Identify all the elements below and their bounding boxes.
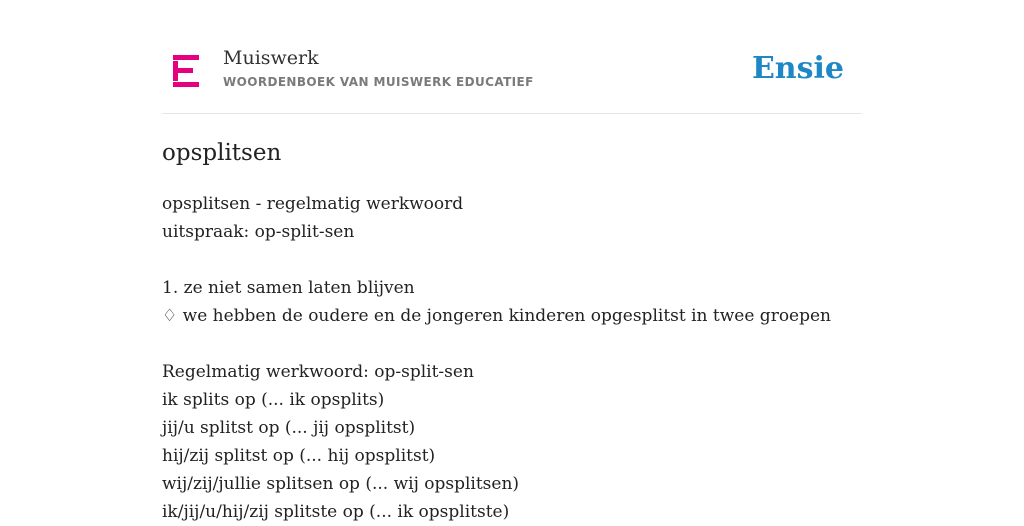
ensie-logo-link[interactable]: Ensie — [751, 51, 844, 86]
entry-line-pronunciation: uitspraak: op-split-sen — [162, 222, 355, 242]
entry-title: opsplitsen — [162, 140, 282, 166]
entry-line-conjugation: jij/u splitst op (... jij opsplitst) — [162, 418, 416, 438]
entry-line-conjugation: ik splits op (... ik opsplits) — [162, 390, 385, 410]
entry-line-word-type: opsplitsen - regelmatig werkwoord — [162, 194, 464, 214]
entry-spacer — [162, 246, 862, 274]
logo-bar-bottom — [173, 82, 199, 87]
muiswerk-logo-icon[interactable] — [173, 55, 199, 87]
page-container — [162, 0, 862, 522]
logo-bar-middle — [173, 68, 193, 73]
brand-name-link[interactable]: Muiswerk — [223, 47, 319, 69]
entry-line-example: ♢ we hebben de oudere en de jongeren kinderen opgesplitst in twee groepen — [162, 306, 832, 326]
brand-subtitle: WOORDENBOEK VAN MUISWERK EDUCATIEF — [223, 75, 534, 89]
entry-spacer — [162, 330, 862, 358]
entry-line-definition: 1. ze niet samen laten blijven — [162, 278, 415, 298]
site-header — [162, 0, 862, 114]
entry-line-conjugation: hij/zij splitst op (... hij opsplitst) — [162, 446, 436, 466]
entry-line-conjugation: ik/jij/u/hij/zij splitste op (... ik opsplitste) — [162, 502, 510, 522]
logo-bar-top — [173, 55, 199, 60]
entry-line-conjugation-heading: Regelmatig werkwoord: op-split-sen — [162, 362, 474, 382]
entry-content — [162, 190, 862, 526]
entry-line-conjugation: wij/zij/jullie splitsen op (... wij opsplitsen) — [162, 474, 520, 494]
